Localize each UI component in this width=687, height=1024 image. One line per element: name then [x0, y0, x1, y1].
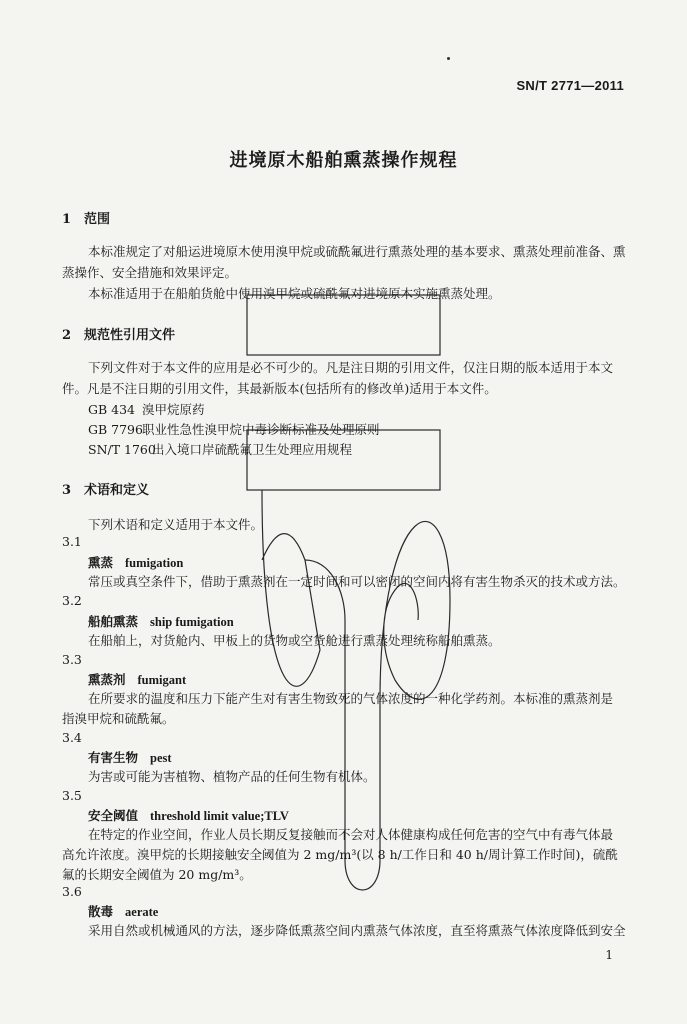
term-english: fumigant [137, 673, 187, 687]
section-number: 1 [62, 212, 72, 227]
section-1-heading [62, 208, 110, 227]
page-number: 1 [605, 948, 613, 962]
term-chinese: 熏蒸 [88, 555, 114, 570]
term-number: 3.5 [62, 788, 82, 803]
term-english: pest [150, 751, 172, 765]
term-chinese: 船舶熏蒸 [88, 614, 139, 629]
reference-name: 出入境口岸硫酰氟卫生处理应用规程 [152, 442, 353, 457]
term-heading [88, 553, 183, 571]
section-2-para-line-1: 下列文件对于本文件的应用是必不可少的。凡是注日期的引用文件，仅注日期的版本适用于本文 [88, 360, 614, 375]
term-heading [88, 748, 172, 766]
section-title: 规范性引用文件 [84, 328, 176, 343]
reference-item [88, 400, 205, 418]
reference-code: GB 434 [88, 402, 136, 417]
watermark-box-top [247, 295, 440, 355]
term-definition-line-2: 指溴甲烷和硫酰氟。 [62, 711, 175, 726]
term-chinese: 安全阈值 [88, 808, 139, 823]
term-number: 3.1 [62, 534, 82, 549]
section-number: 3 [62, 483, 72, 498]
term-definition-line-2: 高允许浓度。溴甲烷的长期接触安全阈值为 2 mg/m³(以 8 h/工作日和 40 h/周计算工作时间)，硫酰 [62, 847, 618, 862]
reference-item [88, 420, 380, 438]
term-heading [88, 806, 289, 824]
watermark-box-bottom [247, 430, 440, 490]
term-english: fumigation [125, 556, 184, 570]
standard-number: SN/T 2771—2011 [516, 78, 624, 93]
section-2-para-line-2: 件。凡是不注日期的引用文件，其最新版本(包括所有的修改单)适用于本文件。 [62, 381, 497, 396]
term-definition-line-1: 在特定的作业空间，作业人员长期反复接触而不会对人体健康构成任何危害的空气中有毒气体最 [88, 827, 614, 842]
section-number: 2 [62, 328, 72, 343]
section-title: 术语和定义 [84, 483, 150, 498]
section-1-para-2: 本标准适用于在船舶货舱中使用溴甲烷或硫酰氟对进境原木实施熏蒸处理。 [88, 286, 501, 301]
term-number: 3.2 [62, 593, 82, 608]
term-definition-line-1: 常压或真空条件下，借助于熏蒸剂在一定时间和可以密闭的空间内将有害生物杀灭的技术或方法。 [88, 574, 626, 589]
term-english: ship fumigation [150, 615, 234, 629]
watermark-stroke-right [380, 521, 450, 700]
section-2-heading [62, 324, 175, 343]
term-heading [88, 612, 234, 630]
term-english: aerate [125, 905, 159, 919]
term-definition-line-1: 在所要求的温度和压力下能产生对有害生物致死的气体浓度的一种化学药剂。本标准的熏蒸剂是 [88, 691, 614, 706]
document-title: 进境原木船舶熏蒸操作规程 [229, 150, 458, 171]
reference-name: 溴甲烷原药 [142, 402, 205, 417]
section-1-para-1-line-1: 本标准规定了对船运进境原木使用溴甲烷或硫酰氟进行熏蒸处理的基本要求、熏蒸处理前准备、熏 [88, 244, 626, 259]
term-chinese: 散毒 [88, 904, 114, 919]
term-number: 3.3 [62, 652, 82, 667]
reference-code: SN/T 1760 [88, 442, 156, 457]
term-number: 3.6 [62, 884, 82, 899]
term-definition-line-1: 为害或可能为害植物、植物产品的任何生物有机体。 [88, 769, 376, 784]
term-heading [88, 670, 186, 688]
section-1-para-1-line-2: 蒸操作、安全措施和效果评定。 [62, 265, 238, 280]
term-number: 3.4 [62, 730, 82, 745]
term-heading [88, 902, 158, 920]
term-definition-line-1: 在船舶上，对货舱内、甲板上的货物或空货舱进行熏蒸处理统称船舶熏蒸。 [88, 633, 501, 648]
term-chinese: 有害生物 [88, 750, 139, 765]
scan-speck [447, 57, 450, 60]
reference-name: 职业性急性溴甲烷中毒诊断标准及处理原则 [142, 422, 380, 437]
reference-code: GB 7796 [88, 422, 143, 437]
section-3-intro: 下列术语和定义适用于本文件。 [88, 517, 264, 532]
section-3-heading [62, 479, 149, 498]
term-definition-line-1: 采用自然或机械通风的方法，逐步降低熏蒸空间内熏蒸气体浓度，直至将熏蒸气体浓度降低到安全 [88, 923, 626, 938]
term-chinese: 熏蒸剂 [88, 672, 126, 687]
section-title: 范围 [84, 212, 111, 227]
term-definition-line-3: 氟的长期安全阈值为 20 mg/m³。 [62, 867, 252, 882]
term-english: threshold limit value;TLV [150, 809, 289, 823]
reference-item [88, 440, 352, 458]
